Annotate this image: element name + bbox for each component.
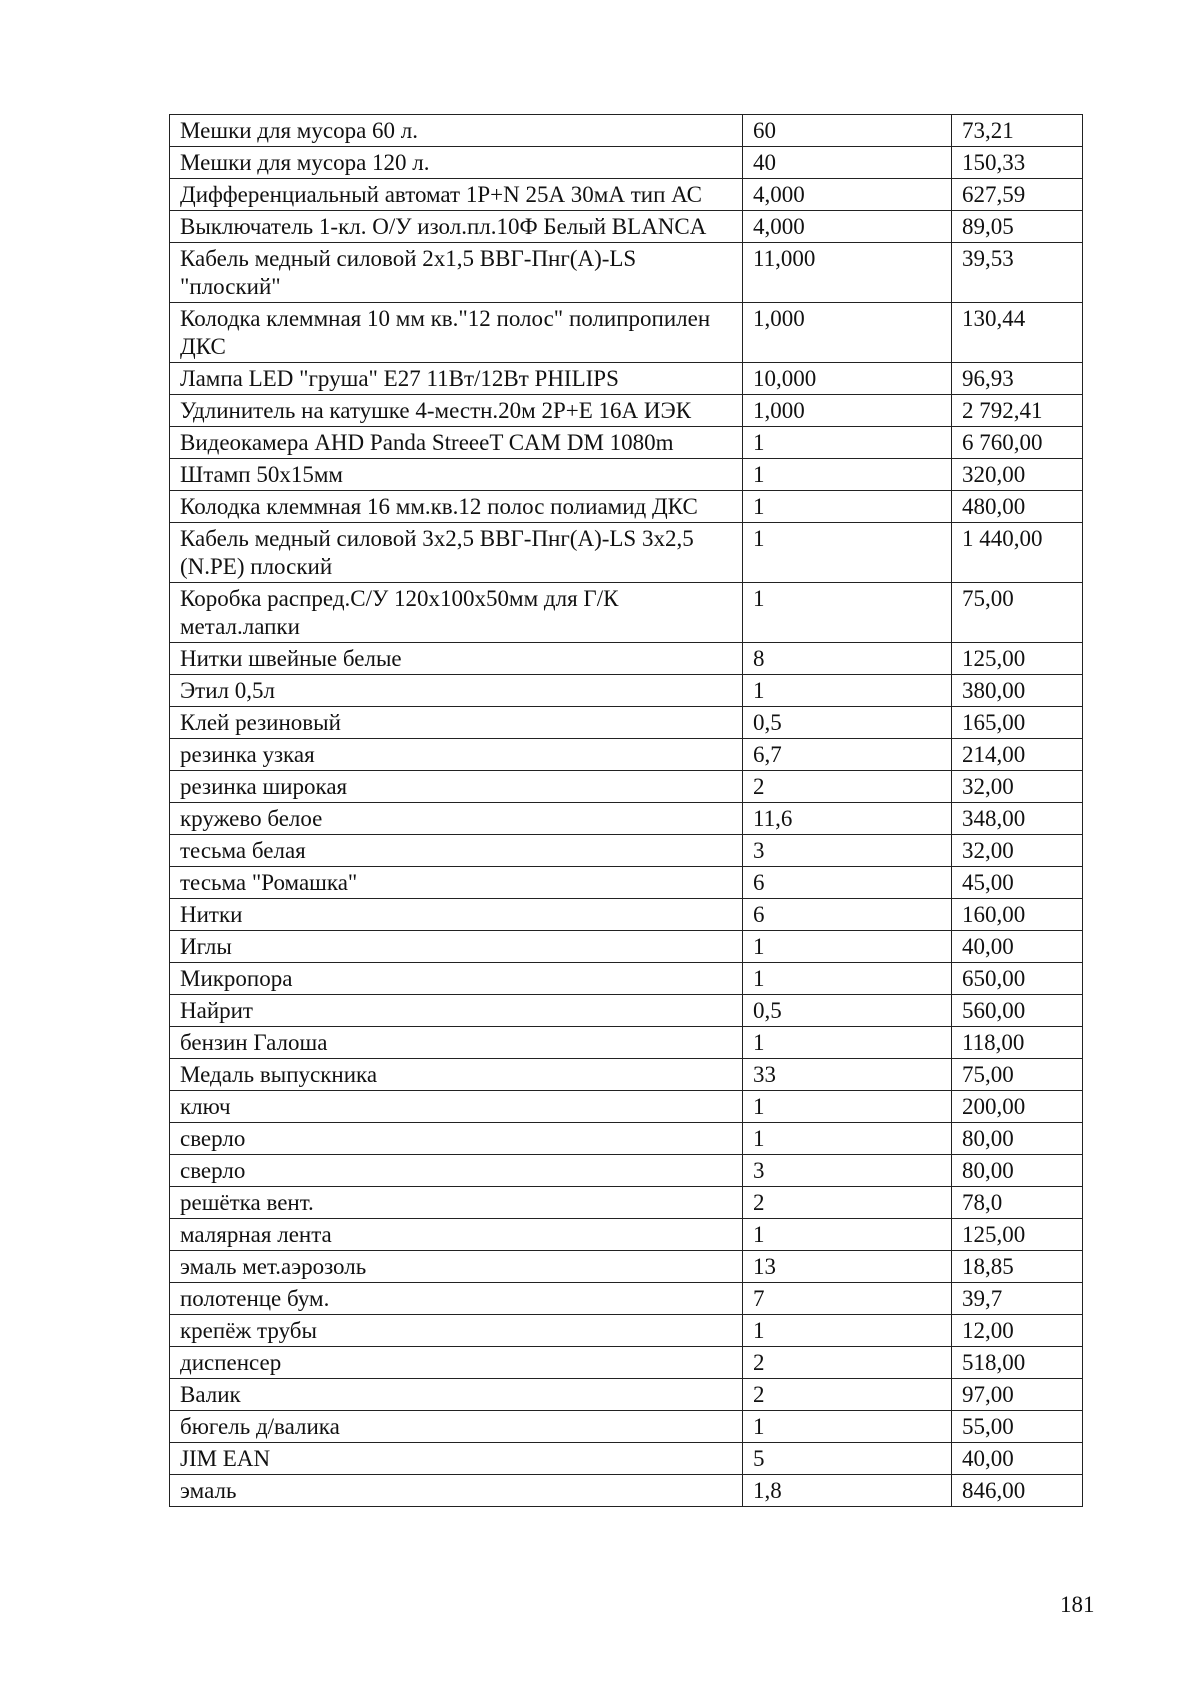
table-row	[170, 963, 1083, 995]
item-qty-cell: 2	[743, 1347, 952, 1379]
item-qty-cell: 13	[743, 1251, 952, 1283]
item-qty-cell: 11,000	[743, 243, 952, 303]
item-name-cell: Медаль выпускника	[170, 1059, 743, 1091]
item-qty-cell: 3	[743, 835, 952, 867]
item-name-cell: решётка вент.	[170, 1187, 743, 1219]
item-qty-cell: 1,000	[743, 303, 952, 363]
item-qty-cell: 1	[743, 1315, 952, 1347]
table-row	[170, 491, 1083, 523]
item-price-cell: 32,00	[952, 835, 1083, 867]
item-qty-cell: 4,000	[743, 179, 952, 211]
table-row	[170, 363, 1083, 395]
item-qty-cell: 1	[743, 1411, 952, 1443]
item-price-cell: 97,00	[952, 1379, 1083, 1411]
table-row	[170, 115, 1083, 147]
item-qty-cell: 8	[743, 643, 952, 675]
item-price-cell: 75,00	[952, 583, 1083, 643]
item-qty-cell: 2	[743, 1379, 952, 1411]
table-row	[170, 1315, 1083, 1347]
item-name-cell: ключ	[170, 1091, 743, 1123]
item-name-cell: Валик	[170, 1379, 743, 1411]
table-row	[170, 899, 1083, 931]
item-price-cell: 89,05	[952, 211, 1083, 243]
item-price-cell: 150,33	[952, 147, 1083, 179]
table-row	[170, 1443, 1083, 1475]
item-price-cell: 6 760,00	[952, 427, 1083, 459]
table-row	[170, 771, 1083, 803]
item-price-cell: 96,93	[952, 363, 1083, 395]
item-qty-cell: 4,000	[743, 211, 952, 243]
item-price-cell: 39,53	[952, 243, 1083, 303]
item-name-cell: Колодка клеммная 10 мм кв."12 полос" полипропилен ДКС	[170, 303, 743, 363]
item-name-cell: Удлинитель на катушке 4-местн.20м 2P+E 16А ИЭК	[170, 395, 743, 427]
item-qty-cell: 33	[743, 1059, 952, 1091]
item-qty-cell: 1	[743, 491, 952, 523]
item-qty-cell: 1	[743, 1027, 952, 1059]
item-price-cell: 348,00	[952, 803, 1083, 835]
item-name-cell: полотенце бум.	[170, 1283, 743, 1315]
table-row	[170, 1411, 1083, 1443]
item-name-cell: Микропора	[170, 963, 743, 995]
table-row	[170, 523, 1083, 583]
item-price-cell: 380,00	[952, 675, 1083, 707]
item-name-cell: Иглы	[170, 931, 743, 963]
table-row	[170, 583, 1083, 643]
table-row	[170, 395, 1083, 427]
item-qty-cell: 1,8	[743, 1475, 952, 1507]
item-name-cell: Найрит	[170, 995, 743, 1027]
item-price-cell: 125,00	[952, 643, 1083, 675]
item-name-cell: Мешки для мусора 60 л.	[170, 115, 743, 147]
item-name-cell: Штамп 50х15мм	[170, 459, 743, 491]
item-name-cell: сверло	[170, 1123, 743, 1155]
item-price-cell: 518,00	[952, 1347, 1083, 1379]
item-qty-cell: 3	[743, 1155, 952, 1187]
table-row	[170, 643, 1083, 675]
item-price-cell: 80,00	[952, 1123, 1083, 1155]
item-price-cell: 650,00	[952, 963, 1083, 995]
item-qty-cell: 11,6	[743, 803, 952, 835]
item-price-cell: 200,00	[952, 1091, 1083, 1123]
item-name-cell: сверло	[170, 1155, 743, 1187]
item-qty-cell: 6	[743, 867, 952, 899]
table-row	[170, 1347, 1083, 1379]
item-price-cell: 627,59	[952, 179, 1083, 211]
table-row	[170, 1283, 1083, 1315]
table-row	[170, 1187, 1083, 1219]
item-qty-cell: 1	[743, 931, 952, 963]
item-qty-cell: 0,5	[743, 707, 952, 739]
item-price-cell: 214,00	[952, 739, 1083, 771]
table-row	[170, 427, 1083, 459]
item-price-cell: 125,00	[952, 1219, 1083, 1251]
item-name-cell: Мешки для мусора 120 л.	[170, 147, 743, 179]
table-row	[170, 243, 1083, 303]
item-qty-cell: 1	[743, 523, 952, 583]
table-row	[170, 1219, 1083, 1251]
table-row	[170, 459, 1083, 491]
item-name-cell: кружево белое	[170, 803, 743, 835]
item-name-cell: Нитки швейные белые	[170, 643, 743, 675]
item-name-cell: JIM EAN	[170, 1443, 743, 1475]
table-row	[170, 303, 1083, 363]
item-qty-cell: 10,000	[743, 363, 952, 395]
item-price-cell: 118,00	[952, 1027, 1083, 1059]
item-price-cell: 32,00	[952, 771, 1083, 803]
item-qty-cell: 1	[743, 427, 952, 459]
item-qty-cell: 1	[743, 675, 952, 707]
table-row	[170, 1251, 1083, 1283]
table-row	[170, 1379, 1083, 1411]
item-price-cell: 2 792,41	[952, 395, 1083, 427]
table-row	[170, 707, 1083, 739]
item-price-cell: 80,00	[952, 1155, 1083, 1187]
item-price-cell: 45,00	[952, 867, 1083, 899]
item-qty-cell: 1	[743, 1123, 952, 1155]
item-qty-cell: 1	[743, 963, 952, 995]
table-row	[170, 867, 1083, 899]
table-row	[170, 1475, 1083, 1507]
table-row	[170, 147, 1083, 179]
item-price-cell: 40,00	[952, 931, 1083, 963]
item-qty-cell: 6	[743, 899, 952, 931]
item-name-cell: эмаль мет.аэрозоль	[170, 1251, 743, 1283]
item-name-cell: крепёж трубы	[170, 1315, 743, 1347]
item-price-cell: 40,00	[952, 1443, 1083, 1475]
item-price-cell: 160,00	[952, 899, 1083, 931]
item-qty-cell: 1	[743, 1219, 952, 1251]
table-row	[170, 675, 1083, 707]
table-row	[170, 1123, 1083, 1155]
item-price-cell: 18,85	[952, 1251, 1083, 1283]
item-name-cell: Нитки	[170, 899, 743, 931]
item-name-cell: эмаль	[170, 1475, 743, 1507]
item-name-cell: Клей резиновый	[170, 707, 743, 739]
table-row	[170, 1091, 1083, 1123]
table-row	[170, 739, 1083, 771]
item-qty-cell: 2	[743, 1187, 952, 1219]
table-row	[170, 995, 1083, 1027]
item-name-cell: Дифференциальный автомат 1P+N 25А 30мА тип АС	[170, 179, 743, 211]
item-price-cell: 78,0	[952, 1187, 1083, 1219]
item-qty-cell: 0,5	[743, 995, 952, 1027]
item-price-cell: 130,44	[952, 303, 1083, 363]
item-price-cell: 320,00	[952, 459, 1083, 491]
item-name-cell: Кабель медный силовой 2х1,5 ВВГ-Пнг(А)-LS "плоский"	[170, 243, 743, 303]
table-row	[170, 1059, 1083, 1091]
item-name-cell: бюгель д/валика	[170, 1411, 743, 1443]
page-number: 181	[1060, 1592, 1095, 1617]
item-qty-cell: 1	[743, 1091, 952, 1123]
item-qty-cell: 6,7	[743, 739, 952, 771]
table-row	[170, 835, 1083, 867]
item-name-cell: Коробка распред.С/У 120х100х50мм для Г/К метал.лапки	[170, 583, 743, 643]
item-qty-cell: 7	[743, 1283, 952, 1315]
item-price-cell: 846,00	[952, 1475, 1083, 1507]
item-name-cell: тесьма белая	[170, 835, 743, 867]
item-name-cell: резинка узкая	[170, 739, 743, 771]
table-row	[170, 1155, 1083, 1187]
item-name-cell: Кабель медный силовой 3х2,5 ВВГ-Пнг(А)-LS 3х2,5 (N.PE) плоский	[170, 523, 743, 583]
items-table	[169, 114, 1083, 1507]
item-name-cell: бензин Галоша	[170, 1027, 743, 1059]
item-qty-cell: 1,000	[743, 395, 952, 427]
table-row	[170, 931, 1083, 963]
item-name-cell: тесьма "Ромашка"	[170, 867, 743, 899]
item-name-cell: Лампа LED "груша" E27 11Вт/12Вт PHILIPS	[170, 363, 743, 395]
item-qty-cell: 60	[743, 115, 952, 147]
table-row	[170, 1027, 1083, 1059]
item-qty-cell: 1	[743, 459, 952, 491]
item-name-cell: Этил 0,5л	[170, 675, 743, 707]
item-price-cell: 75,00	[952, 1059, 1083, 1091]
item-qty-cell: 5	[743, 1443, 952, 1475]
item-qty-cell: 40	[743, 147, 952, 179]
table-row	[170, 179, 1083, 211]
item-price-cell: 480,00	[952, 491, 1083, 523]
item-name-cell: Видеокамера AHD Panda StreeeT CAM DM 1080m	[170, 427, 743, 459]
item-price-cell: 165,00	[952, 707, 1083, 739]
item-name-cell: Выключатель 1-кл. О/У изол.пл.10Ф Белый BLANCA	[170, 211, 743, 243]
item-qty-cell: 1	[743, 583, 952, 643]
table-row	[170, 211, 1083, 243]
item-price-cell: 1 440,00	[952, 523, 1083, 583]
item-price-cell: 12,00	[952, 1315, 1083, 1347]
item-name-cell: резинка широкая	[170, 771, 743, 803]
items-table-body	[170, 115, 1083, 1507]
item-price-cell: 55,00	[952, 1411, 1083, 1443]
item-name-cell: Колодка клеммная 16 мм.кв.12 полос полиамид ДКС	[170, 491, 743, 523]
table-row	[170, 803, 1083, 835]
item-price-cell: 73,21	[952, 115, 1083, 147]
item-name-cell: диспенсер	[170, 1347, 743, 1379]
item-qty-cell: 2	[743, 771, 952, 803]
item-price-cell: 560,00	[952, 995, 1083, 1027]
item-name-cell: малярная лента	[170, 1219, 743, 1251]
item-price-cell: 39,7	[952, 1283, 1083, 1315]
